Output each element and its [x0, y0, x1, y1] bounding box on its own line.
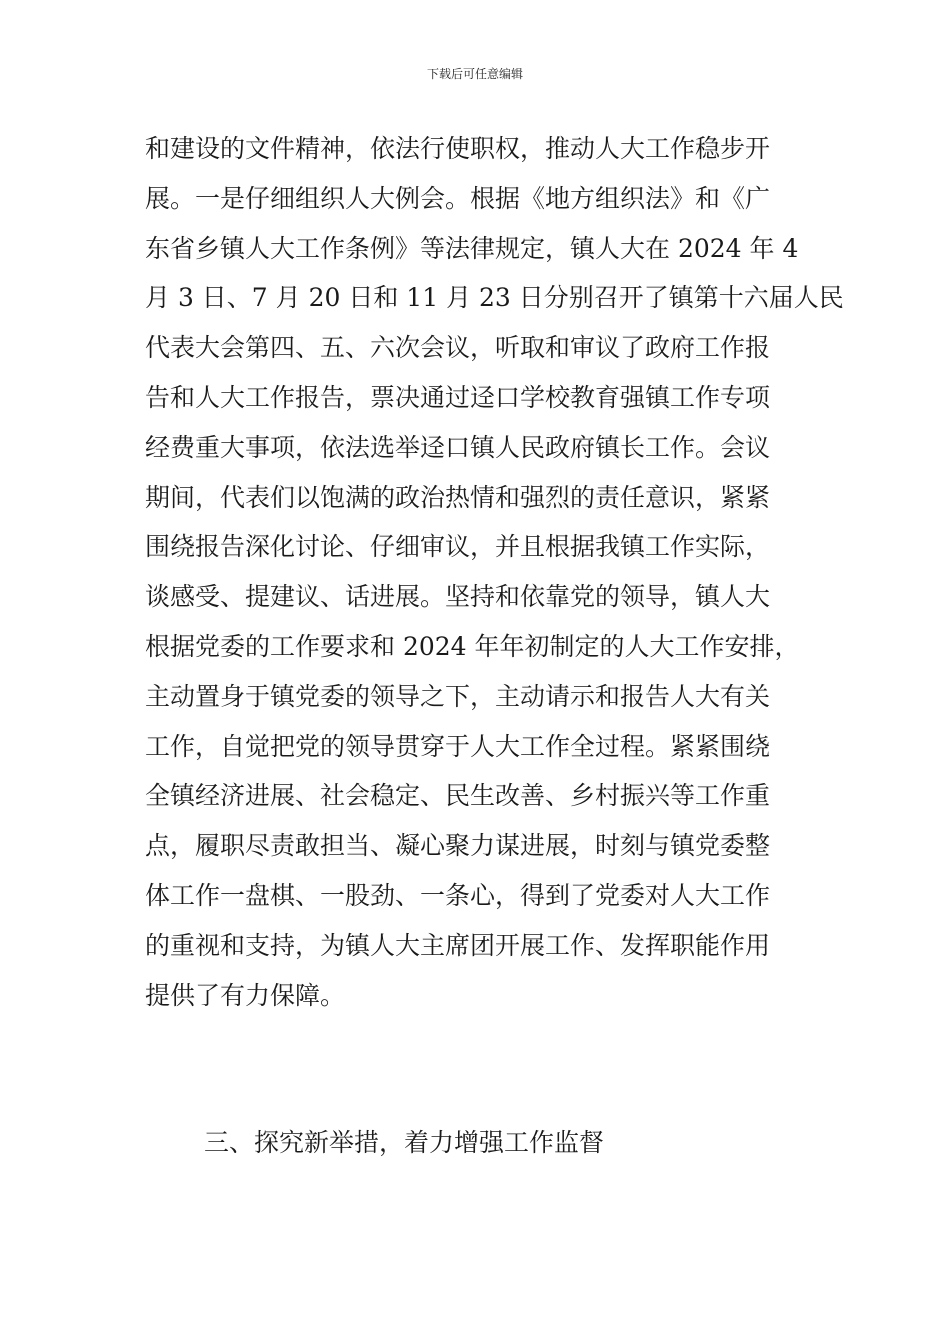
paragraph-line: 月 3 日、7 月 20 日和 11 月 23 日分别召开了镇第十六届人民: [145, 283, 844, 313]
paragraph-line: 经费重大事项，依法选举迳口镇人民政府镇长工作。会议: [145, 432, 771, 462]
paragraph-line: 告和人大工作报告，票决通过迳口学校教育强镇工作专项: [145, 382, 771, 412]
paragraph-line: 根据党委的工作要求和 2024 年年初制定的人大工作安排，: [145, 631, 800, 661]
paragraph-line: 全镇经济进展、社会稳定、民生改善、乡村振兴等工作重: [145, 781, 771, 811]
paragraph-line: 点，履职尽责敢担当、凝心聚力谋进展，时刻与镇党委整: [145, 831, 771, 861]
paragraph-line: 的重视和支持，为镇人大主席团开展工作、发挥职能作用: [145, 930, 771, 960]
body-paragraph: [145, 124, 844, 1020]
paragraph-line: 提供了有力保障。: [145, 980, 346, 1010]
paragraph-line: 东省乡镇人大工作条例》等法律规定，镇人大在 2024 年 4: [145, 233, 799, 263]
paragraph-line: 主动置身于镇党委的领导之下，主动请示和报告人大有关: [145, 681, 771, 711]
paragraph-line: 体工作一盘棋、一股劲、一条心，得到了党委对人大工作: [145, 880, 771, 910]
paragraph-line: 期间，代表们以饱满的政治热情和强烈的责任意识，紧紧: [145, 482, 771, 512]
paragraph-line: 谈感受、提建议、话进展。坚持和依靠党的领导，镇人大: [145, 582, 771, 612]
paragraph-line: 工作，自觉把党的领导贯穿于人大工作全过程。紧紧围绕: [145, 731, 771, 761]
paragraph-line: 和建设的文件精神，依法行使职权，推动人大工作稳步开: [145, 134, 771, 163]
paragraph-line: 展。一是仔细组织人大例会。根据《地方组织法》和《广: [145, 183, 771, 213]
section-heading: 三、探究新举措，着力增强工作监督: [204, 1128, 605, 1157]
paragraph-line: 代表大会第四、五、六次会议，听取和审议了政府工作报: [145, 333, 771, 363]
page-header: 下载后可任意编辑: [426, 67, 523, 81]
paragraph-line: 围绕报告深化讨论、仔细审议，并且根据我镇工作实际，: [145, 532, 771, 562]
